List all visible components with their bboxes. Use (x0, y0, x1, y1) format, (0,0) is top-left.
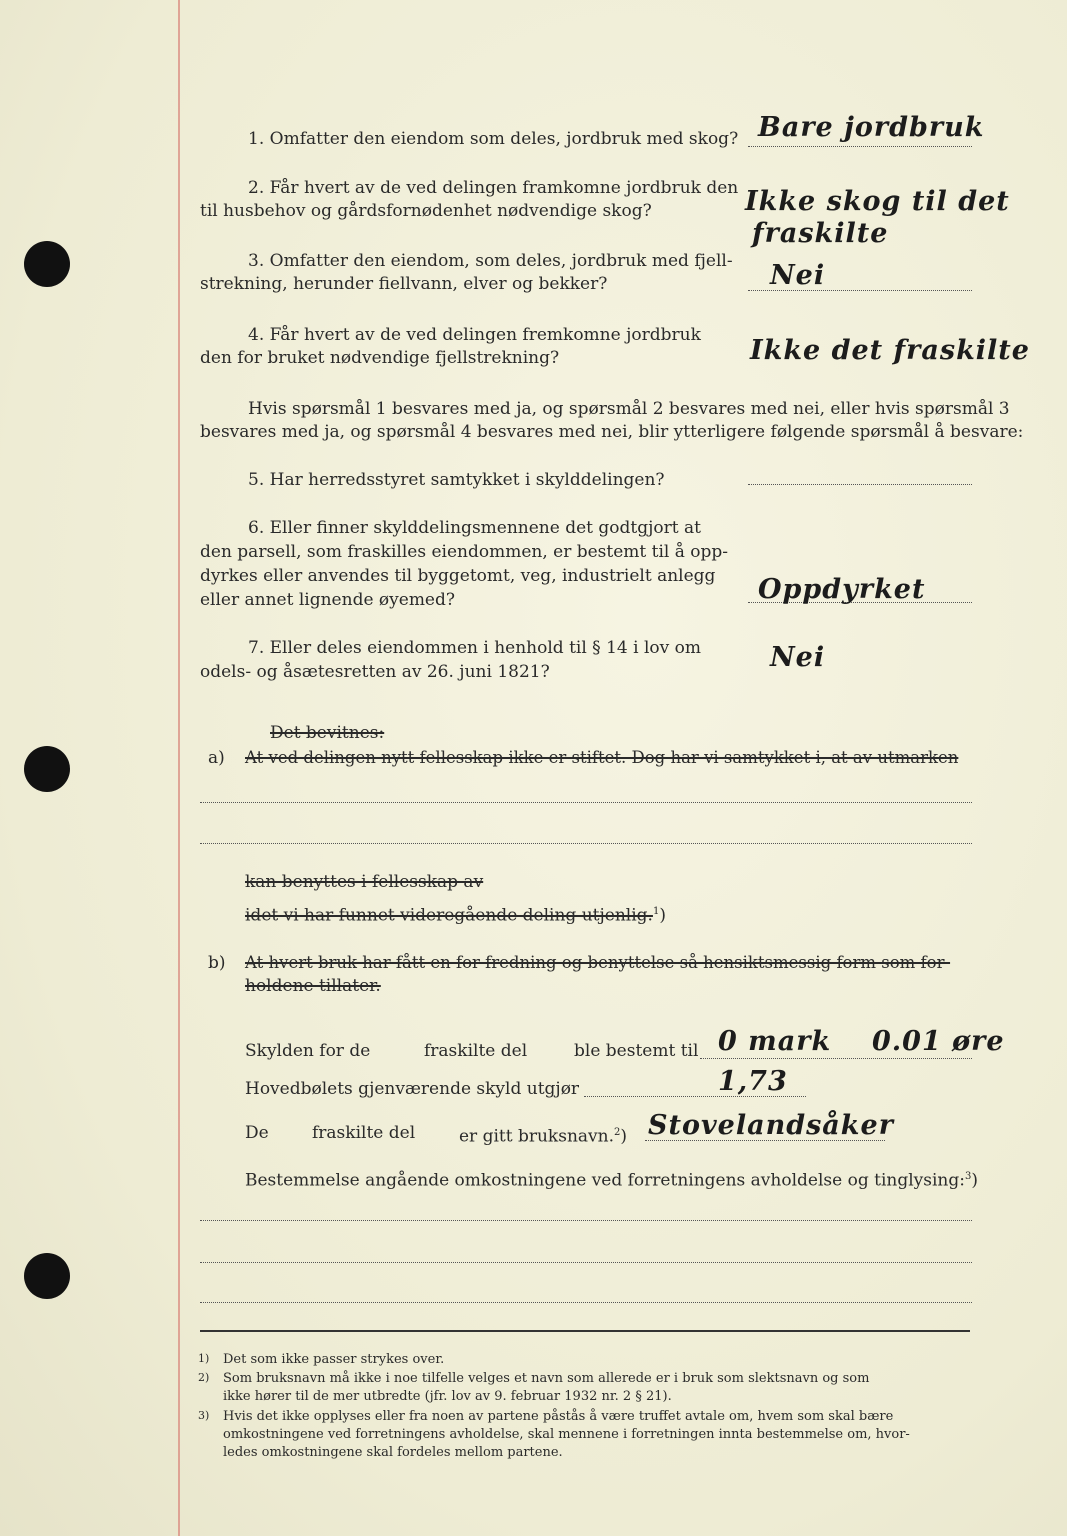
answer-3: Nei (770, 260, 826, 291)
item-a-line1: At ved delingen nytt fellesskap ikke er stiftet. Dog har vi samtykket i, at av utmarken (245, 748, 959, 767)
question-5: 5. Har herredsstyret samtykket i skylddelingen? (248, 470, 665, 490)
blank-line (200, 802, 972, 803)
answer-line (748, 484, 972, 485)
question-2-line2: til husbehov og gårdsfornødenhet nødvendige skog? (200, 201, 652, 221)
question-6-line1: 6. Eller finner skylddelingsmennene det godtgjort at (248, 518, 701, 538)
hoved-label: Hovedbølets gjenværende skyld utgjør (245, 1079, 580, 1099)
footnote-3-line1: Hvis det ikke opplyses eller fra noen av partene påstås å være truffet avtale om, hvem som skal bære (223, 1409, 894, 1424)
item-b-line2: holdene tillater. (245, 976, 381, 996)
item-a-line2: kan benyttes i fellesskap av (245, 872, 484, 892)
answer-7: Nei (770, 642, 826, 673)
question-6-line4: eller annet lignende øyemed? (200, 590, 455, 610)
blank-line (200, 1220, 972, 1221)
question-1: 1. Omfatter den eiendom som deles, jordbruk med skog? (248, 129, 739, 149)
answer-6: Oppdyrket (758, 574, 926, 605)
item-b-label: b) (208, 953, 226, 973)
question-6-line2: den parsell, som fraskilles eiendommen, er bestemt til å opp- (200, 542, 729, 562)
bruksnavn-value: Stovelandsåker (648, 1110, 894, 1141)
item-a-label: a) (208, 748, 225, 768)
question-2-line1: 2. Får hvert av de ved delingen framkomne jordbruk den (248, 178, 739, 198)
hoved-value: 1,73 (718, 1066, 788, 1097)
answer-line (700, 1058, 972, 1059)
item-b-line1: At hvert bruk har fått en for fredning og benyttelse så hensiktsmessig form som for- (245, 953, 951, 972)
blank-line (200, 1302, 972, 1303)
footnote-3-line2: omkostningene ved forretningens avholdelse, skal mennene i forretningen innta bestemmelse om, hvor- (223, 1427, 910, 1442)
footnote-1-mark: 1) (198, 1352, 210, 1365)
conditional-line2: besvares med ja, og spørsmål 4 besvares med nei, blir ytterligere følgende spørsmål å besvare: (200, 422, 1024, 442)
answer-1: Bare jordbruk (758, 112, 985, 143)
question-3-line1: 3. Omfatter den eiendom, som deles, jordbruk med fjell- (248, 251, 733, 271)
answer-line (748, 146, 972, 147)
skyld-fraskilte: fraskilte del (424, 1041, 528, 1061)
question-4-line1: 4. Får hvert av de ved delingen fremkomne jordbruk (248, 325, 701, 345)
question-3-line2: strekning, herunder fiellvann, elver og bekker? (200, 274, 608, 294)
separator-line (200, 1330, 970, 1332)
punch-hole (24, 241, 70, 287)
punch-hole (24, 746, 70, 792)
bruksnavn-label: er gitt bruksnavn.$^2$) (459, 1126, 628, 1147)
bevitnes-heading: Det bevitnes: (270, 723, 385, 743)
de-fraskilte: fraskilte del (312, 1123, 416, 1143)
footnote-1: Det som ikke passer strykes over. (223, 1352, 445, 1367)
answer-4: Ikke det fraskilte (750, 335, 1030, 366)
footnote-2-line1: Som bruksnavn må ikke i noe tilfelle velges et navn som allerede er i bruk som slektsnavn og som (223, 1371, 870, 1386)
blank-line (200, 843, 972, 844)
question-7-line2: odels- og åsætesretten av 26. juni 1821? (200, 662, 550, 682)
item-a-line3: idet vi har funnet videregående deling utjenlig.$^1$) (245, 905, 666, 926)
punch-hole (24, 1253, 70, 1299)
skyld-bestemt: ble bestemt til (574, 1041, 699, 1061)
answer-2-line1: Ikke skog til det (745, 186, 1010, 217)
skyld-ore-value: 0.01 øre (872, 1026, 1005, 1057)
conditional-line1: Hvis spørsmål 1 besvares med ja, og spørsmål 2 besvares med nei, eller hvis spørsmål 3 (248, 399, 1010, 419)
footnote-3-mark: 3) (198, 1409, 210, 1422)
de-label: De (245, 1123, 269, 1143)
margin-line (178, 0, 180, 1536)
skyld-mark-value: 0 mark (718, 1026, 832, 1057)
footnote-2-mark: 2) (198, 1371, 210, 1384)
blank-line (200, 1262, 972, 1263)
skyld-label: Skylden for de (245, 1041, 371, 1061)
footnote-2-line2: ikke hører til de mer utbredte (jfr. lov av 9. februar 1932 nr. 2 § 21). (223, 1389, 672, 1404)
question-4-line2: den for bruket nødvendige fjellstrekning? (200, 348, 560, 368)
question-6-line3: dyrkes eller anvendes til byggetomt, veg, industrielt anlegg (200, 566, 716, 586)
bestemmelse-label: Bestemmelse angående omkostningene ved forretningens avholdelse og tinglysing:$^3$) (245, 1170, 978, 1191)
answer-2-line2: fraskilte (752, 218, 889, 249)
question-7-line1: 7. Eller deles eiendommen i henhold til § 14 i lov om (248, 638, 701, 658)
footnote-3-line3: ledes omkostningene skal fordeles mellom partene. (223, 1445, 563, 1460)
